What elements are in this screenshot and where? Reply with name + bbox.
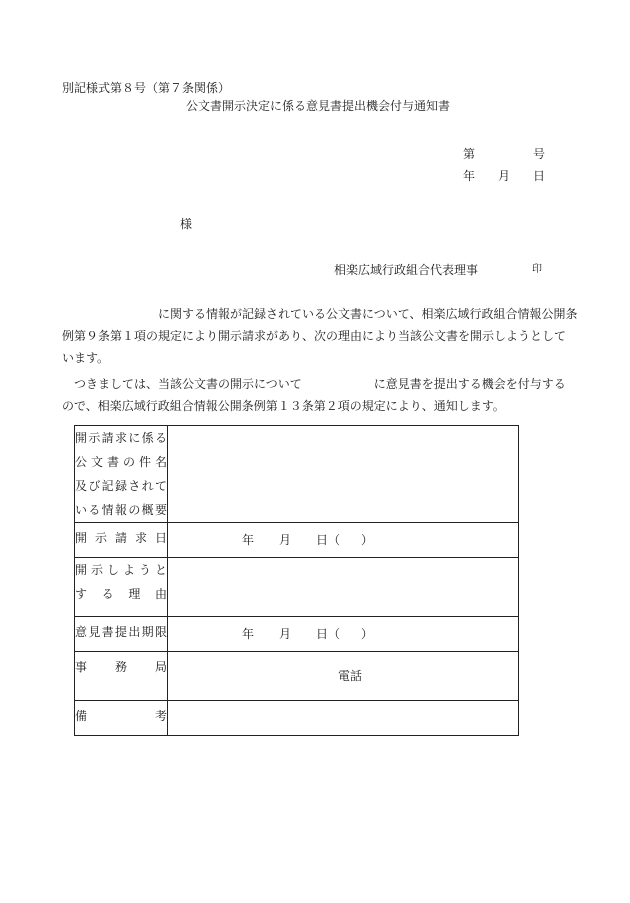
label-line: する理由 (75, 587, 167, 601)
label-line: 開示しようと (75, 563, 167, 577)
table-row (75, 558, 519, 617)
addressee-honorific: 様 (180, 217, 193, 231)
date-day: 日（ (316, 533, 341, 547)
label-disclosure-reason (75, 558, 168, 617)
date-close: ） (361, 533, 374, 547)
paragraph-text: に意見書を提出する機会を付与する (373, 377, 566, 391)
document-date (463, 168, 545, 184)
date-year: 年 (242, 627, 255, 641)
paragraph-line (62, 373, 572, 395)
label-line: 開示請求に係る (75, 431, 167, 445)
document-title: 公文書開示決定に係る意見書提出機会付与通知書 (186, 99, 451, 113)
table-row (75, 652, 519, 701)
label-line: 意見書提出期限 (75, 625, 167, 639)
label-remarks (75, 701, 168, 736)
value-opinion-deadline (168, 617, 519, 652)
label-line: 備考 (75, 709, 167, 723)
value-document-subject (168, 426, 519, 523)
value-secretariat-phone: 電話 (168, 652, 519, 701)
date-day: 日 (532, 169, 545, 183)
date-day: 日（ (316, 627, 341, 641)
paragraph-text: に関する情報が記録されている公文書について、相楽広域行政組合情報公開条 (158, 307, 578, 321)
label-line: 及び記録されて (75, 479, 167, 493)
value-request-date (168, 523, 519, 558)
date-year: 年 (463, 169, 476, 183)
label-line: 開示請求日 (75, 531, 167, 545)
date-month: 月 (497, 169, 510, 183)
label-line: 公文書の件名 (75, 455, 167, 469)
notice-paragraph-2 (62, 373, 572, 417)
label-request-date (75, 523, 168, 558)
table-row (75, 701, 519, 736)
number-suffix: 号 (532, 147, 545, 161)
paragraph-line (62, 303, 578, 325)
notice-paragraph-1 (62, 303, 578, 369)
paragraph-line: います。 (62, 351, 110, 365)
paragraph-text: つきましては、当該公文書の開示について (74, 377, 302, 391)
value-remarks (168, 701, 519, 736)
date-close: ） (361, 627, 374, 641)
form-number: 別記様式第８号（第７条関係） (62, 81, 231, 95)
date-year: 年 (242, 533, 255, 547)
date-month: 月 (279, 533, 292, 547)
label-opinion-deadline (75, 617, 168, 652)
disclosure-info-table (74, 425, 519, 736)
table-row (75, 426, 519, 523)
document-number (463, 146, 545, 162)
label-line: いる情報の概要 (75, 503, 167, 517)
label-document-subject (75, 426, 168, 523)
label-line: 事務局 (75, 660, 167, 674)
table-row (75, 523, 519, 558)
paragraph-line: ので、相楽広域行政組合情報公開条例第１３条第２項の規定により、通知します。 (62, 399, 505, 413)
number-prefix: 第 (463, 147, 476, 161)
date-month: 月 (279, 627, 292, 641)
paragraph-line: 例第９条第１項の規定により開示請求があり、次の理由により当該公文書を開示しようとして (62, 329, 567, 343)
value-disclosure-reason (168, 558, 519, 617)
issuer-name: 相楽広域行政組合代表理事 (334, 263, 479, 277)
table-row (75, 617, 519, 652)
seal-mark: 印 (532, 264, 542, 275)
label-secretariat (75, 652, 168, 701)
